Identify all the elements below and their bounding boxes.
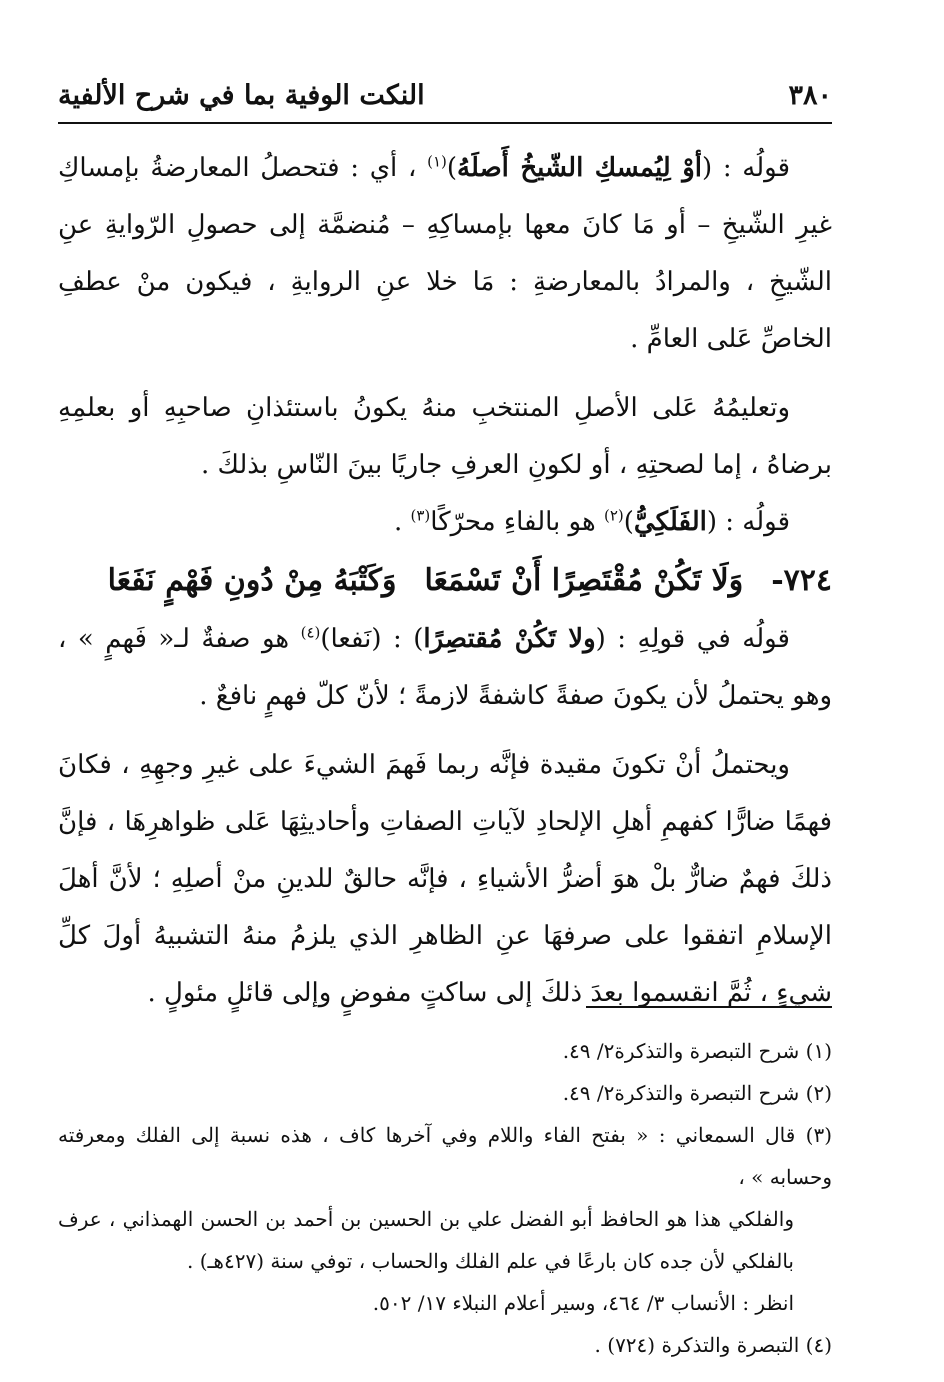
page-header (58, 72, 832, 118)
paragraph-1: قولُه : (أوْ لِيُمسكِ الشّيخُ أَصلَهُ)$^{(١)}$ ، أي : فتحصلُ المعارضةُ بإمساكِ غيرِ الشّيخِ – أو مَا كانَ معها بإمساكِهِ – مُنضمَّة إلى حصولِ الرّوايةِ عنِ الشّيخِ ، والمرادُ بالمعارضةِ : مَا خلا عنِ الروايةِ ، فيكون منْ عطفِ الخاصِّ عَلى العامِّ . (58, 152, 832, 354)
footnote-2: (٢) شرح التبصرة والتذكرة٢/ ٤٩. (562, 1081, 832, 1105)
footnote-ref: (١) (427, 152, 447, 171)
footnotes (58, 1030, 832, 1366)
verse-number: ٧٢٤- (771, 563, 832, 598)
footnote-3: (٣) قال السمعاني : « بفتح الفاء واللام وفي آخرها كاف ، هذه نسبة إلى الفلك ومعرفته وحسابه » ، (58, 1123, 832, 1189)
running-title: النكت الوفية بما في شرح الألفية (58, 79, 425, 111)
paragraph-4: قولُه في قولِهِ : (ولا تَكُنْ مُقتصِرًا) : (نَفعا)$^{(٤)}$ هو صفةٌ لـ« فَهمٍ » ، وهو يحتملُ لأن يكونَ صفةً كاشفةً لازمةً ؛ لأنّ كلّ فهمٍ نافعٌ . (58, 623, 832, 711)
paragraph-2: وتعليمُهُ عَلى الأصلِ المنتخبِ منهُ يكونُ باستئذانِ صاحبِهِ أو بعلمِهِ برضاهُ ، إما لصحتِهِ ، أو لكونِ العرفِ جاريًا بينَ النّاسِ بذلكَ . (58, 393, 832, 480)
verse-line (58, 551, 832, 611)
footnote-1: (١) شرح التبصرة والتذكرة٢/ ٤٩. (562, 1039, 832, 1063)
quoted-phrase: ولا تَكُنْ مُقتصِرًا (423, 624, 596, 654)
quoted-phrase: الفَلَكِيُّ (633, 507, 707, 537)
footnote-divider (586, 1006, 832, 1008)
paragraph-3: قولُه : (الفَلَكِيُّ)$^{(٢)}$ هو بالفاءِ محرّكًا$^{(٣)}$ . (393, 506, 790, 537)
footnote-ref: (٤) (300, 623, 321, 642)
header-divider (58, 122, 832, 124)
footnote-4: (٤) التبصرة والتذكرة (٧٢٤) . (594, 1333, 832, 1357)
verse-hemistich-1: وَلَا تَكُنْ مُقْتَصِرًا أَنْ تَسْمَعَا (424, 563, 744, 598)
main-text (58, 140, 832, 1022)
footnote-ref: (٢) (603, 506, 624, 525)
footnote-3-sources: انظر : الأنساب ٣/ ٤٦٤، وسير أعلام النبلاء ١٧/ ٥٠٢. (372, 1291, 794, 1315)
page-number: ٣٨٠ (788, 79, 832, 111)
footnote-ref: (٣) (410, 506, 431, 525)
paragraph-5: ويحتملُ أنْ تكونَ مقيدة فإنَّه ربما فَهمَ الشيءَ على غيرِ وجهِهِ ، فكانَ فهمًا ضارًّا كفهمِ أهلِ الإلحادِ لآياتِ الصفاتِ وأحاديثِهَا عَلى ظواهرِهَا ، فإنَّ ذلكَ فهمٌ ضارٌّ بلْ هوَ أضرُّ الأشياءِ ، فإنَّه حالقٌ للدينِ منْ أصلِهِ ؛ لأنَّ أهلَ الإسلامِ اتفقوا على صرفهَا عنِ الظاهرِ الذي يلزمُ منهُ التشبيهُ أولَ كلِّ شيءٍ ، ثُمَّ انقسموا بعدَ ذلكَ إلى ساكتٍ مفوضٍ وإلى قائلٍ مئولٍ . (58, 750, 832, 1008)
verse-hemistich-2: وَكَتْبَهُ مِنْ دُونِ فَهْمٍ نَفَعَا (107, 563, 397, 598)
quoted-phrase: أوْ لِيُمسكِ الشّيخُ أَصلَهُ (457, 153, 702, 183)
footnote-3-continued: والفلكي هذا هو الحافظ أبو الفضل علي بن الحسين بن أحمد بن الحسن الهمذاني ، عرف بالفلكي لأن جده كان بارعًا في علم الفلك والحساب ، توفي سنة (٤٢٧هـ) . (58, 1207, 794, 1273)
